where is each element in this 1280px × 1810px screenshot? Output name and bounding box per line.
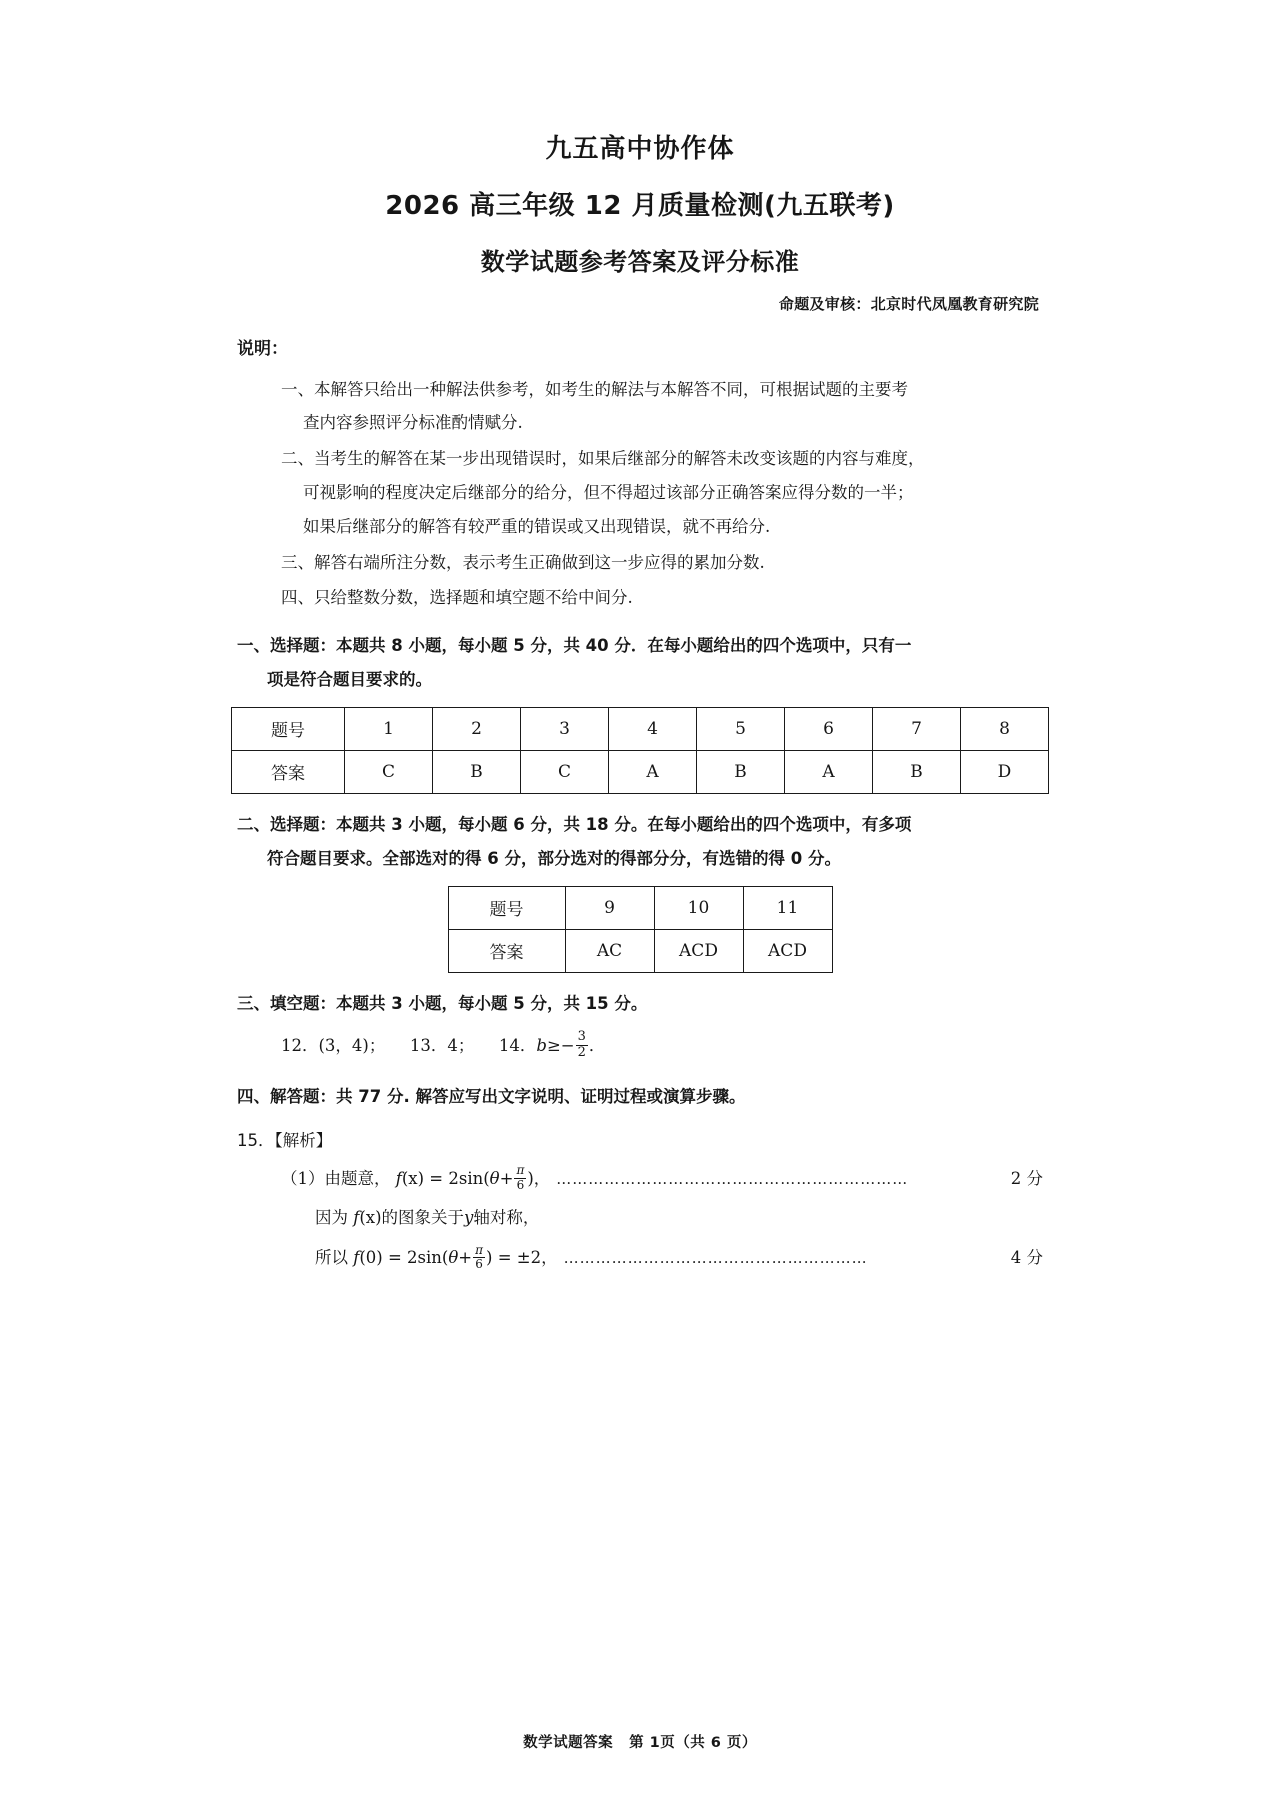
formula-close: ) = ±2 xyxy=(486,1248,542,1268)
row-header: 题号 xyxy=(448,886,565,929)
table-cell: A xyxy=(785,750,873,793)
table-cell: ACD xyxy=(743,929,832,972)
table-cell: 7 xyxy=(873,707,961,750)
table-row xyxy=(232,707,1049,750)
table-cell: 4 xyxy=(609,707,697,750)
table-cell: 5 xyxy=(697,707,785,750)
table-cell: C xyxy=(345,750,433,793)
note-item xyxy=(237,373,1043,441)
table-cell: D xyxy=(961,750,1049,793)
table-cell: 11 xyxy=(743,886,832,929)
section-2-heading xyxy=(237,808,1043,876)
pi-over-six-fraction xyxy=(473,1244,485,1271)
step-tail-text: 轴对称， xyxy=(473,1208,540,1228)
formula-argument: (x) xyxy=(359,1208,382,1228)
single-choice-answer-table xyxy=(231,707,1049,794)
section-2-heading-line1: 二、选择题：本题共 3 小题，每小题 6 分，共 18 分。在每小题给出的四个选项中，有多项 xyxy=(237,814,912,834)
note-item xyxy=(237,546,1043,580)
q14-sign: − xyxy=(560,1036,575,1056)
row-header: 答案 xyxy=(232,750,345,793)
section-3-heading-line1: 三、填空题：本题共 3 小题，每小题 5 分，共 15 分。 xyxy=(237,993,648,1013)
multi-choice-answer-table xyxy=(448,886,833,973)
question-15-label: 15．【解析】 xyxy=(237,1130,333,1150)
multi-choice-table-wrap xyxy=(237,886,1043,973)
table-cell: 2 xyxy=(433,707,521,750)
solution-step xyxy=(237,1199,1043,1237)
table-cell: 8 xyxy=(961,707,1049,750)
step-points: 4 分 xyxy=(1010,1248,1043,1268)
section-2-heading-line2: 符合题目要求。全部选对的得 6 分，部分选对的得部分分，有选错的得 0 分。 xyxy=(267,848,841,868)
step-text xyxy=(315,1239,558,1277)
step-text xyxy=(281,1160,550,1198)
table-cell: 9 xyxy=(565,886,654,929)
step-prefix: 所以 xyxy=(315,1248,348,1268)
row-header: 答案 xyxy=(448,929,565,972)
document-subtitle: 数学试题参考答案及评分标准 xyxy=(480,248,800,277)
note-line: 可视影响的程度决定后继部分的给分，但不得超过该部分正确答案应得分数的一半； xyxy=(303,483,914,503)
note-line: 如果后继部分的解答有较严重的错误或又出现错误，就不再给分. xyxy=(303,516,771,536)
plus-symbol: + xyxy=(499,1168,514,1188)
table-cell: B xyxy=(433,750,521,793)
table-row xyxy=(448,929,832,972)
table-row xyxy=(448,886,832,929)
step-prefix: （1）由题意， xyxy=(281,1168,391,1188)
fraction-denominator: 6 xyxy=(473,1257,485,1271)
formula-close: )， xyxy=(527,1168,551,1188)
section-1-heading-line2: 项是符合题目要求的。 xyxy=(267,670,432,690)
q14-fraction xyxy=(576,1030,588,1061)
note-line: 查内容参照评分标准酌情赋分. xyxy=(303,413,523,433)
function-f: f xyxy=(395,1168,402,1188)
footer-label: 数学试题答案 xyxy=(523,1735,614,1751)
section-4-heading-line1: 四、解答题：共 77 分. 解答应写出文字说明、证明过程或演算步骤。 xyxy=(237,1086,746,1106)
table-cell: B xyxy=(873,750,961,793)
note-item xyxy=(237,442,1043,543)
table-cell: 1 xyxy=(345,707,433,750)
q14-relation: ≥ xyxy=(546,1036,561,1056)
section-1-heading xyxy=(237,629,1043,697)
q13-value: 4； xyxy=(447,1036,475,1056)
function-f: f xyxy=(353,1248,360,1268)
table-cell: 10 xyxy=(654,886,743,929)
section-3-heading xyxy=(237,987,1043,1021)
table-cell: ACD xyxy=(654,929,743,972)
page-footer xyxy=(0,1731,1280,1752)
q13-label: 13． xyxy=(409,1036,448,1056)
note-item xyxy=(237,581,1043,615)
leader-dots: ………………………………………………………… xyxy=(556,1169,909,1188)
note-line: 一、本解答只给出一种解法供参考，如考生的解法与本解答不同，可根据试题的主要考 xyxy=(281,379,908,399)
leader-dots: ………………………………………………… xyxy=(563,1249,868,1268)
fraction-numerator: π xyxy=(516,1163,525,1178)
table-cell: 6 xyxy=(785,707,873,750)
table-cell: AC xyxy=(565,929,654,972)
function-f: f xyxy=(353,1208,360,1228)
page-title: 九五高中协作体 xyxy=(545,134,735,164)
formula-body: (0) = 2sin( xyxy=(359,1248,449,1268)
step-points: 2 分 xyxy=(1010,1168,1043,1188)
step-prefix: 因为 xyxy=(315,1208,348,1228)
q14-label: 14． xyxy=(498,1036,537,1056)
pi-over-six-fraction xyxy=(514,1164,526,1191)
section-4-heading xyxy=(237,1080,1043,1114)
single-choice-table-wrap xyxy=(237,707,1043,794)
row-header: 题号 xyxy=(232,707,345,750)
q12-label: 12． xyxy=(281,1036,319,1056)
table-cell: C xyxy=(521,750,609,793)
q14-variable: b xyxy=(536,1036,547,1056)
table-cell: B xyxy=(697,750,785,793)
table-row xyxy=(232,750,1049,793)
section-1-heading-line1: 一、选择题：本题共 8 小题，每小题 5 分，共 40 分．在每小题给出的四个选项中，只有一 xyxy=(237,636,912,656)
page-content xyxy=(237,0,1043,1277)
table-cell: 3 xyxy=(521,707,609,750)
q12-value: (3，4)； xyxy=(318,1036,386,1056)
q14-terminator: ． xyxy=(588,1036,606,1056)
notes-heading: 说明： xyxy=(237,338,288,359)
exam-title: 2026 高三年级 12 月质量检测(九五联考) xyxy=(385,191,895,222)
step-text xyxy=(315,1199,539,1237)
formula-comma: ， xyxy=(541,1248,558,1268)
theta-symbol: θ xyxy=(489,1168,500,1188)
fraction-denominator: 2 xyxy=(577,1045,586,1061)
solution-step xyxy=(237,1239,1043,1277)
solution-step xyxy=(237,1160,1043,1198)
formula-body: (x) = 2sin( xyxy=(401,1168,490,1188)
note-line: 二、当考生的解答在某一步出现错误时，如果后继部分的解答未改变该题的内容与难度， xyxy=(281,449,925,469)
variable-y: y xyxy=(464,1208,474,1228)
note-line: 四、只给整数分数，选择题和填空题不给中间分. xyxy=(281,588,633,608)
byline: 命题及审核：北京时代凤凰教育研究院 xyxy=(778,294,1039,313)
fill-in-answers xyxy=(237,1026,1043,1066)
fraction-numerator: 3 xyxy=(577,1029,586,1045)
theta-symbol: θ xyxy=(448,1248,459,1268)
fraction-numerator: π xyxy=(475,1243,484,1258)
step-middle-text: 的图象关于 xyxy=(381,1208,465,1228)
table-cell: A xyxy=(609,750,697,793)
fraction-denominator: 6 xyxy=(514,1178,526,1192)
footer-page-number: 第 1页（共 6 页） xyxy=(629,1735,757,1751)
note-line: 三、解答右端所注分数，表示考生正确做到这一步应得的累加分数. xyxy=(281,552,765,572)
plus-symbol: + xyxy=(458,1248,473,1268)
